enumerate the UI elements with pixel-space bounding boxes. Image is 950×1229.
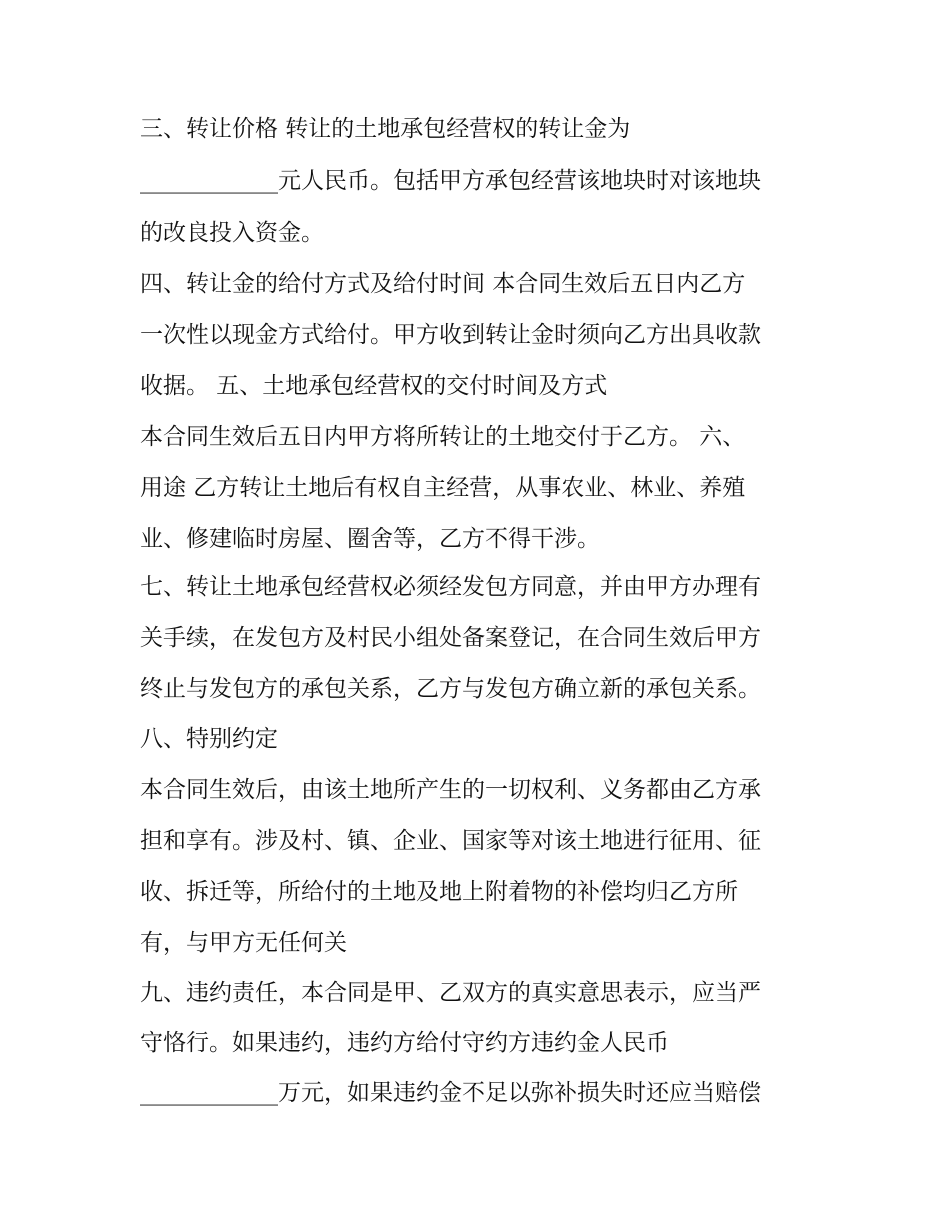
text-line: 本合同生效后，由该土地所产生的一切权利、义务都由乙方承 <box>140 777 761 803</box>
text-line: 本合同生效后五日内甲方将所转让的土地交付于乙方。 六、 <box>140 424 746 450</box>
text-line: 用途 乙方转让土地后有权自主经营，从事农业、林业、养殖 <box>140 475 746 501</box>
text-line: 一次性以现金方式给付。甲方收到转让金时须向乙方出具收款 <box>140 322 761 348</box>
text-line: ____________元人民币。包括甲方承包经营该地块时对该地块 <box>140 168 761 194</box>
text-line: 的改良投入资金。 <box>140 220 324 246</box>
section-heading: 八、特别约定 <box>140 726 278 752</box>
text-line: 收据。 五、土地承包经营权的交付时间及方式 <box>140 373 608 399</box>
text-line: 有，与甲方无任何关 <box>140 930 347 956</box>
text-line: ____________万元，如果违约金不足以弥补损失时还应当赔偿 <box>140 1080 761 1106</box>
text-line: 九、违约责任，本合同是甲、乙双方的真实意思表示，应当严 <box>140 980 761 1006</box>
text-line: 四、转让金的给付方式及给付时间 本合同生效后五日内乙方 <box>140 271 746 297</box>
text-line: 七、转让土地承包经营权必须经发包方同意，并由甲方办理有 <box>140 574 761 600</box>
text-line: 终止与发包方的承包关系，乙方与发包方确立新的承包关系。 <box>140 676 761 702</box>
text-line: 关手续，在发包方及村民小组处备案登记，在合同生效后甲方 <box>140 625 761 651</box>
text-line: 业、修建临时房屋、圈舍等，乙方不得干涉。 <box>140 526 600 552</box>
text-line: 担和享有。涉及村、镇、企业、国家等对该土地进行征用、征 <box>140 828 761 854</box>
text-line: 守恪行。如果违约，违约方给付守约方违约金人民币 <box>140 1030 669 1056</box>
text-line: 三、转让价格 转让的土地承包经营权的转让金为 <box>140 116 631 142</box>
text-line: 收、拆迁等，所给付的土地及地上附着物的补偿均归乙方所 <box>140 879 738 905</box>
